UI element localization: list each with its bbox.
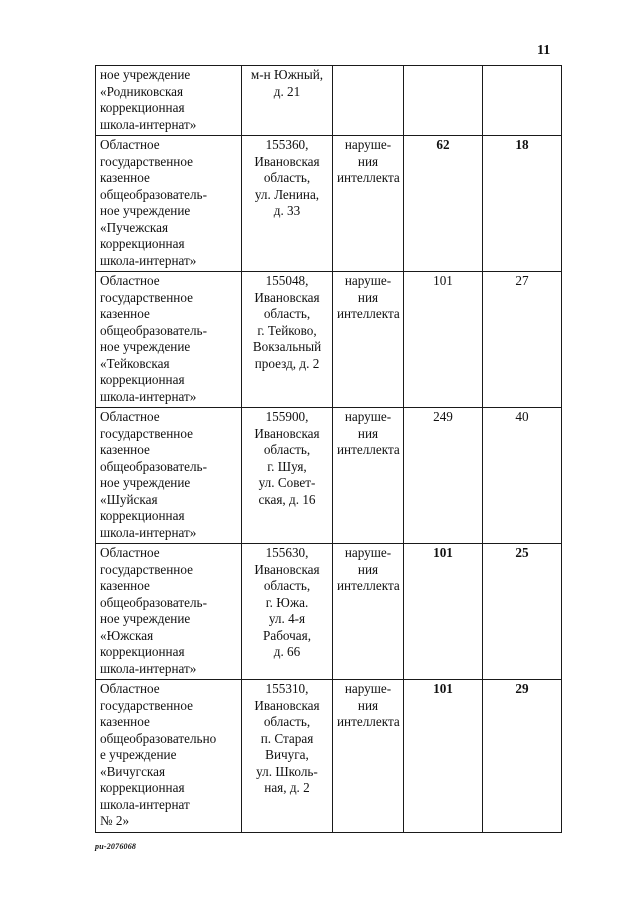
count-value: 27 [515,273,529,288]
capacity-value: 101 [433,545,453,560]
diagnosis-line: интеллекта [337,578,400,593]
address-line: г. Южа. [265,594,309,610]
institution-name-cell [96,680,242,833]
address-line: д. 21 [273,83,301,99]
address-line: Рабочая, [263,627,311,643]
institution-name-line: общеобразовательно [100,730,217,746]
institution-name-line: коррекционная [100,508,185,523]
address-cell [242,680,333,833]
institution-name-line: коррекционная [100,236,185,251]
count-cell [483,408,562,544]
diagnosis-line: ния [357,289,379,305]
address-cell [242,66,333,136]
capacity-value: 101 [433,681,453,696]
institution-name-cell [96,272,242,408]
institution-name-line: коррекционная [100,780,185,795]
address-line: ская, д. 16 [258,491,316,507]
address-line: область, [263,442,311,457]
diagnosis-line: ния [357,425,379,441]
institution-name-line: казенное [100,714,150,729]
diagnosis-line: наруше- [344,681,392,696]
institution-name-line: № 2» [100,813,130,828]
diagnosis-line: наруше- [344,273,392,288]
address-line: ная, д. 2 [264,780,310,795]
institution-name-line: казенное [100,442,150,457]
address-line: Вичуга, [265,747,309,762]
institution-name-line: е учреждение [100,747,177,762]
institution-name-line: казенное [100,578,150,593]
institution-name-line: общеобразователь- [100,186,207,202]
capacity-value: 249 [433,409,453,424]
address-line: область, [263,578,311,593]
address-line: 155360, [265,137,309,152]
capacity-cell [404,680,483,833]
address-cell [242,408,333,544]
diagnosis-line: ния [357,561,379,577]
address-line: Ивановская [254,697,320,713]
diagnosis-line: ния [357,697,379,713]
address-line: 155900, [265,409,309,424]
diagnosis-cell [333,544,404,680]
institution-name-line: общеобразователь- [100,594,207,610]
institution-name-line: Областное [100,681,160,696]
table-row [96,272,562,408]
institution-name-line: «Вичугская [100,763,166,779]
address-line: г. Шуя, [267,458,307,474]
institution-name-line: «Пучежская [100,219,169,235]
institution-name-cell [96,66,242,136]
institution-name-line: ное учреждение [100,475,191,490]
institution-name-line: «Родниковская [100,83,184,99]
diagnosis-cell [333,66,404,136]
institution-name-line: школа-интернат» [100,524,197,540]
address-cell [242,544,333,680]
institution-name-line: ное учреждение [100,203,191,218]
diagnosis-line: наруше- [344,545,392,560]
capacity-cell [404,408,483,544]
address-line: ул. 4-я [268,611,306,626]
institution-name-line: государственное [100,561,193,577]
count-value: 40 [515,409,529,424]
diagnosis-cell [333,408,404,544]
address-line: область, [263,170,311,185]
diagnosis-cell [333,136,404,272]
address-line: проезд, д. 2 [254,355,320,371]
diagnosis-line: ния [357,153,379,169]
institution-name-line: ное учреждение [100,611,191,626]
table-body [96,66,562,833]
diagnosis-line: интеллекта [337,442,400,457]
institution-name-line: коррекционная [100,100,185,115]
institution-name-line: Областное [100,137,160,152]
diagnosis-line: интеллекта [337,170,400,185]
institution-name-line: Областное [100,545,160,560]
diagnosis-cell [333,680,404,833]
institution-name-line: школа-интернат» [100,252,197,268]
institution-name-cell [96,408,242,544]
diagnosis-line: наруше- [344,409,392,424]
institution-name-line: общеобразователь- [100,322,207,338]
institution-name-line: «Южская [100,627,154,643]
address-line: ул. Школь- [256,763,318,779]
diagnosis-line: наруше- [344,137,392,152]
address-line: ул. Ленина, [254,186,320,202]
table-row [96,544,562,680]
diagnosis-line: интеллекта [337,714,400,729]
count-cell [483,136,562,272]
institution-name-line: Областное [100,273,160,288]
count-value: 25 [515,545,529,560]
capacity-value: 62 [436,137,450,152]
address-line: Ивановская [254,153,320,169]
capacity-cell [404,136,483,272]
count-cell [483,66,562,136]
institution-name-line: коррекционная [100,372,185,387]
institution-name-line: школа-интернат» [100,388,197,404]
capacity-cell [404,272,483,408]
address-line: д. 33 [273,203,301,218]
institution-name-line: государственное [100,153,193,169]
diagnosis-line: интеллекта [337,306,400,321]
institution-name-line: «Шуйская [100,491,158,507]
institution-name-line: государственное [100,425,193,441]
count-cell [483,680,562,833]
page-number: 11 [537,43,551,58]
address-line: 155630, [265,545,309,560]
address-line: Ивановская [254,561,320,577]
address-line: г. Тейково, [257,322,317,338]
address-line: 155048, [265,273,309,288]
count-value: 18 [515,137,529,152]
institution-name-line: Областное [100,409,160,424]
table-row [96,408,562,544]
institution-name-cell [96,544,242,680]
capacity-cell [404,544,483,680]
institution-name-line: коррекционная [100,644,185,659]
capacity-value: 101 [433,273,453,288]
address-line: Ивановская [254,289,320,305]
count-cell [483,272,562,408]
table-row [96,680,562,833]
institution-name-line: общеобразователь- [100,458,207,474]
address-line: м-н Южный, [250,67,324,82]
table-row [96,66,562,136]
institution-name-cell [96,136,242,272]
address-cell [242,136,333,272]
capacity-cell [404,66,483,136]
institution-name-line: казенное [100,306,150,321]
address-line: область, [263,306,311,321]
institution-name-line: ное учреждение [100,67,191,82]
count-cell [483,544,562,680]
document-code: ри-2076068 [95,842,137,851]
address-line: область, [263,714,311,729]
institution-name-line: школа-интернат» [100,660,197,676]
institution-name-line: государственное [100,289,193,305]
diagnosis-cell [333,272,404,408]
institution-name-line: казенное [100,170,150,185]
address-line: д. 66 [273,644,301,659]
address-line: п. Старая [260,730,314,746]
table-row [96,136,562,272]
address-line: ул. Совет- [258,475,316,490]
address-line: 155310, [265,681,309,696]
address-line: Ивановская [254,425,320,441]
address-line: Вокзальный [252,339,322,354]
institution-name-line: государственное [100,697,193,713]
institution-name-line: школа-интернат» [100,116,197,132]
address-cell [242,272,333,408]
institution-name-line: ное учреждение [100,339,191,354]
count-value: 29 [515,681,529,696]
institutions-table [95,65,562,833]
institution-name-line: «Тейковская [100,355,170,371]
institution-name-line: школа-интернат [100,796,190,812]
